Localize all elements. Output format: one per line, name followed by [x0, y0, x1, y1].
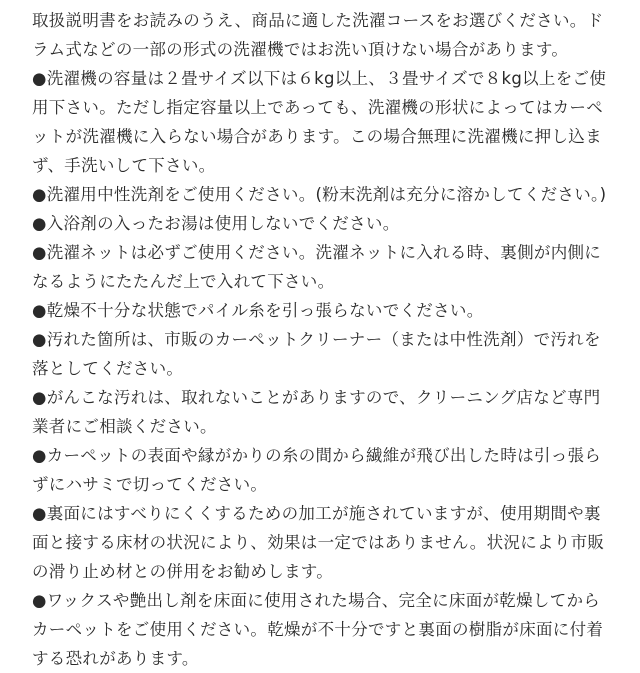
instruction-item: ●カーペットの表面や縁がかりの糸の間から繊維が飛び出した時は引っ張ら ずにハサミで切ってください。 [32, 446, 602, 494]
instruction-item: ●洗濯ネットは必ずご使用ください。洗濯ネットに入れる時、裏側が内側に なるようにたたんだ上で入れて下さい。 [32, 243, 602, 291]
care-instructions-document [32, 6, 612, 673]
instruction-item: ●裏面にはすべりにくくするための加工が施されていますが、使用期間や裏 面と接する床材の状況により、効果は一定ではありません。状況により市販 の滑り止め材との併用をお勧めします。 [32, 504, 605, 581]
instruction-item: ●がんこな汚れは、取れないことがありますので、クリーニング店など専門 業者にご相談ください。 [32, 388, 601, 436]
instruction-item: ●乾燥不十分な状態でパイル糸を引っ張らないでください。 [32, 301, 484, 320]
instruction-item: ●汚れた箇所は、市販のカーペットクリーナー（または中性洗剤）で汚れを 落としてください。 [32, 330, 601, 378]
instruction-item: ●入浴剤の入ったお湯は使用しないでください。 [32, 214, 400, 233]
instruction-item: ●ワックスや艶出し剤を床面に使用された場合、完全に床面が乾燥してから カーペットをご使用ください。乾燥が不十分ですと裏面の樹脂が床面に付着 する恐れがあります。 [32, 591, 604, 668]
instruction-item: ●洗濯機の容量は２畳サイズ以下は６kg以上、３畳サイズで８kg以上をご使 用下さい。ただし指定容量以上であっても、洗濯機の形状によってはカーペ ットが洗濯機に入らない場合があります。この場合無理に洗濯機に押し込ま ず、手洗いして下さい。 [32, 69, 607, 175]
intro-paragraph: 取扱説明書をお読みのうえ、商品に適した洗濯コースをお選びください。ド ラム式などの一部の形式の洗濯機ではお洗い頂けない場合があります。 [32, 11, 604, 59]
instruction-item: ●洗濯用中性洗剤をご使用ください。(粉末洗剤は充分に溶かしてください。) [32, 185, 607, 204]
